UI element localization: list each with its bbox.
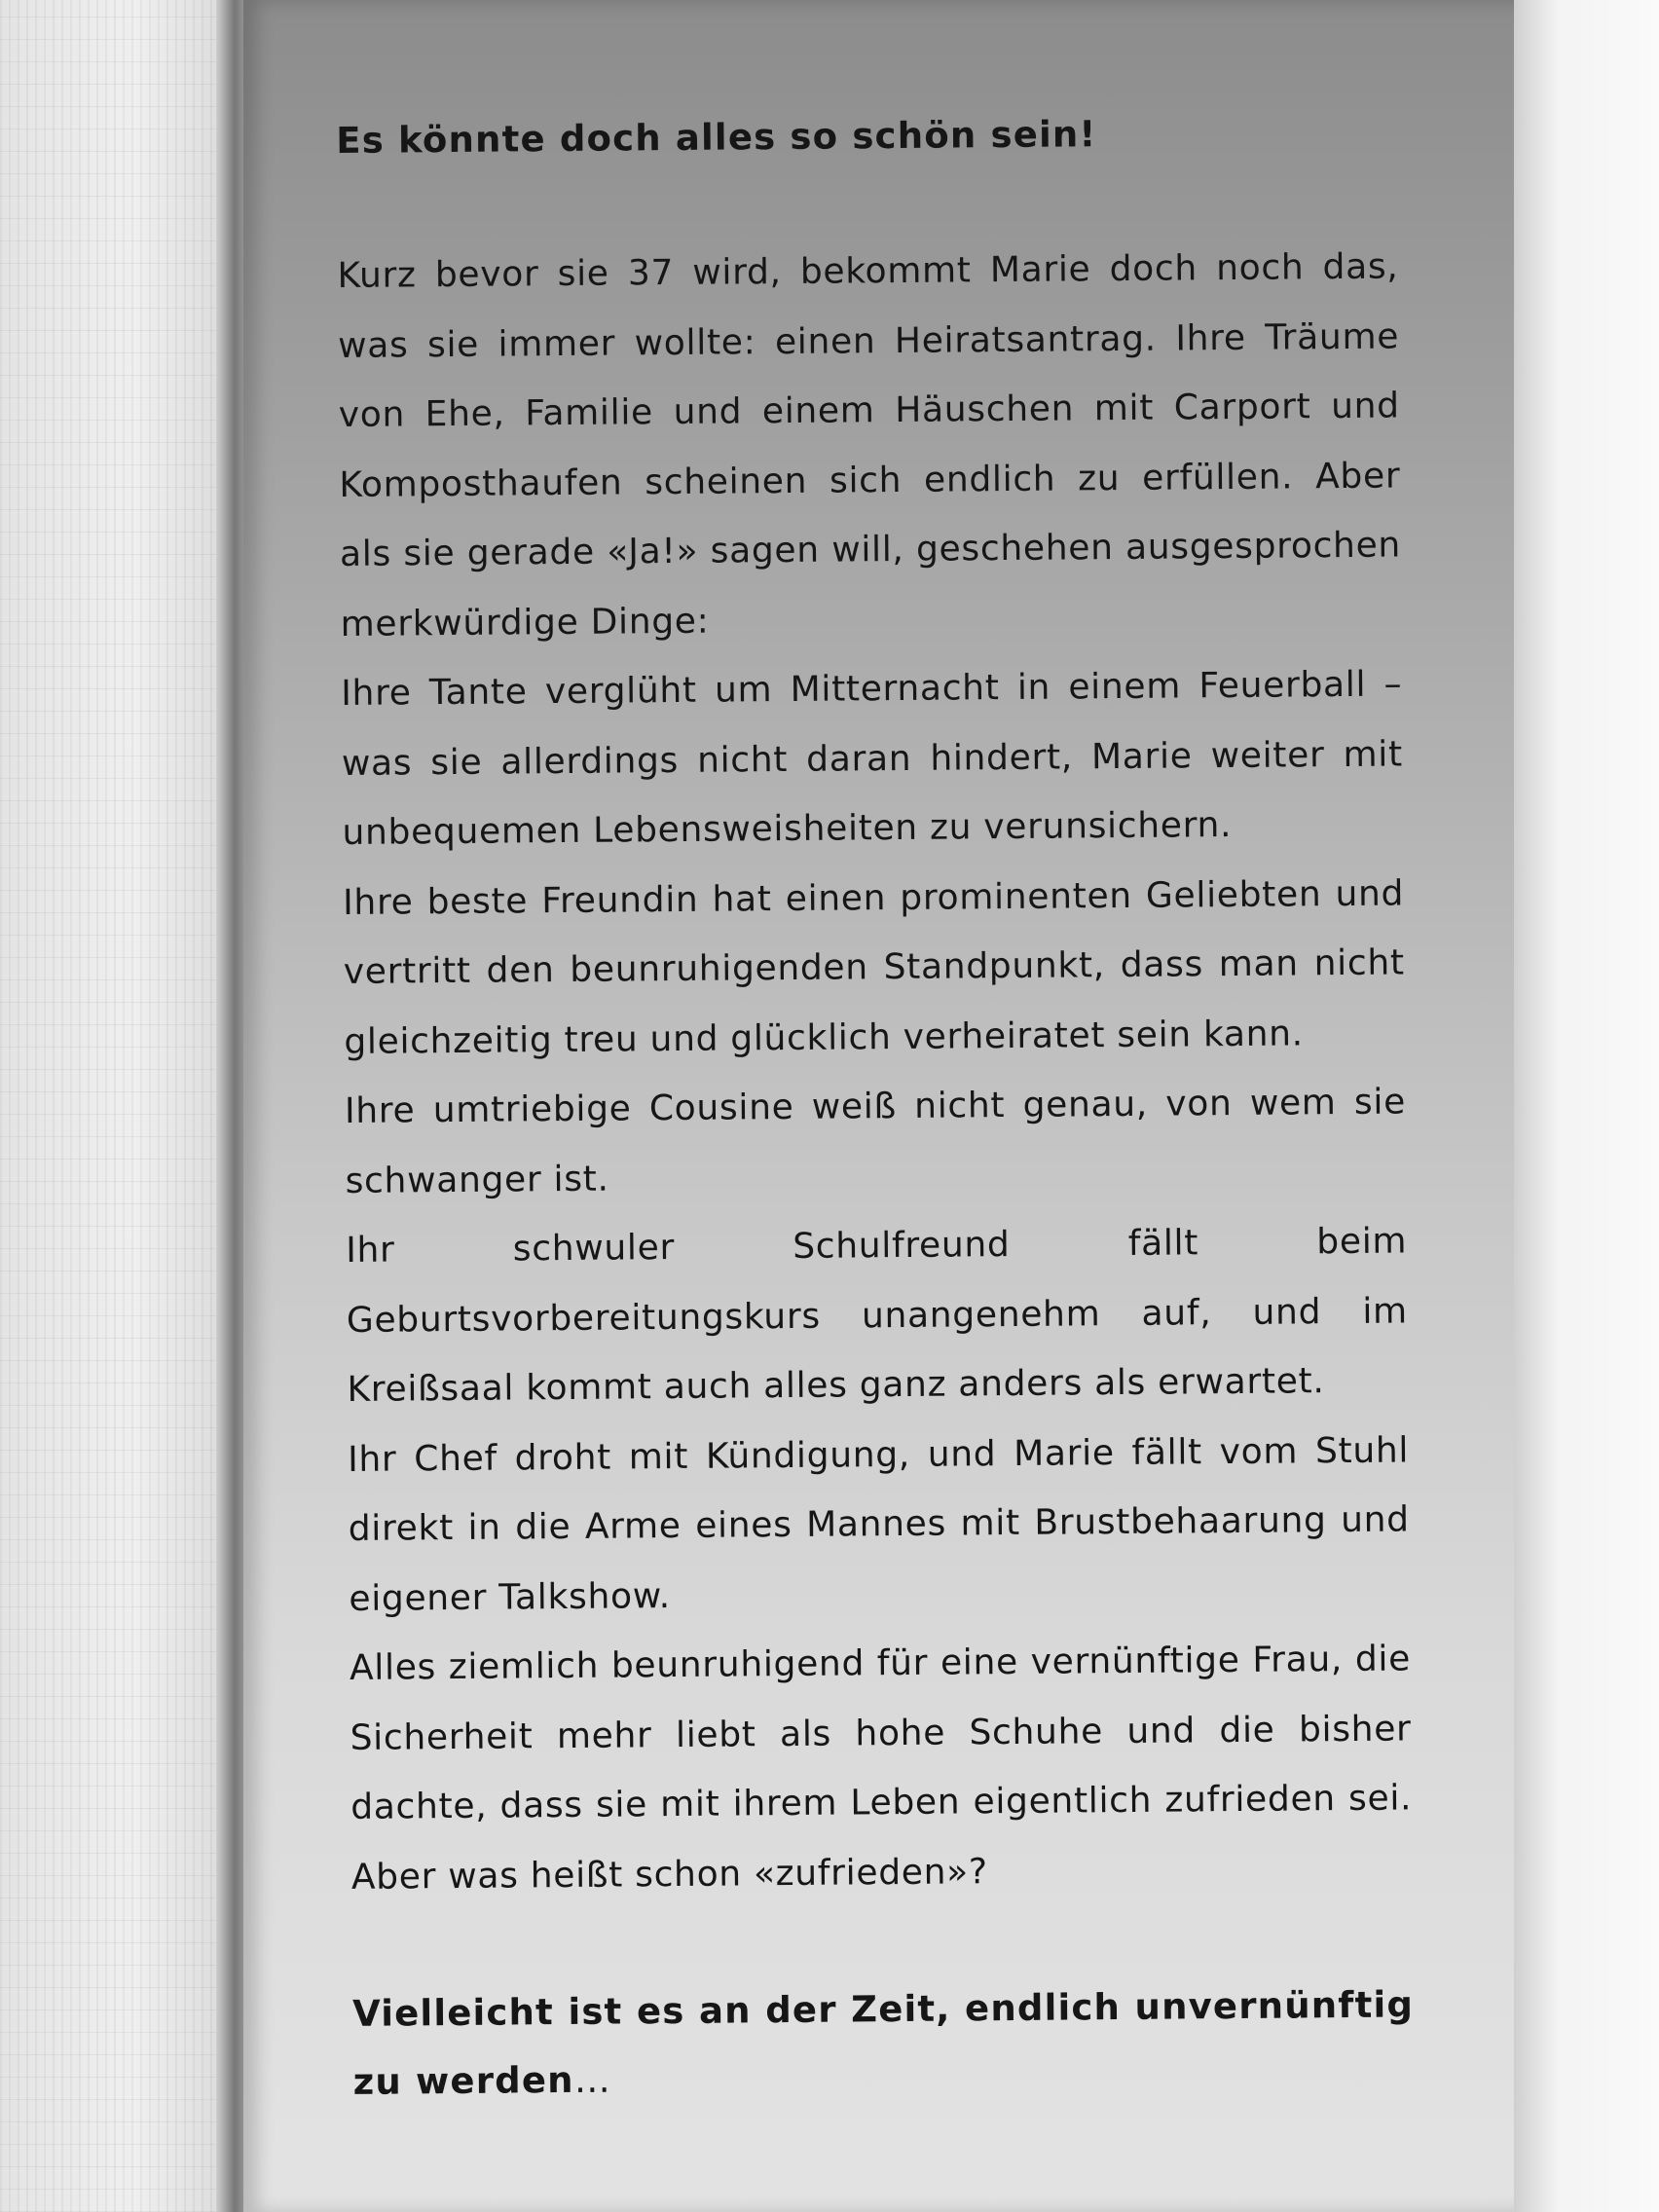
blurb-text-block [336,97,1415,2152]
blurb-paragraph: Ihr schwuler Schulfreund fällt beim Geburtsvorbereitungskurs unangenehm auf, und im Kreißsaal kommt auch alles ganz anders als erwartet. [346,1221,1409,1410]
closing-text: Vielleicht ist es an der Zeit, endlich unvernünftig zu werden [351,1983,1415,2103]
blurb-paragraph: Ihre Tante verglüht um Mitternacht in einem Feuerball – was sie allerdings nicht daran hindert, Marie weiter mit unbequemen Lebensweisheiten zu verunsichern. [341,664,1404,853]
blurb-heading: Es könnte doch alles so schön sein! [336,113,1097,162]
page-edge [1514,0,1659,2212]
blurb-paragraph: Alles ziemlich beunruhigend für eine vernünftige Frau, die Sicherheit mehr liebt als hohe Schuhe und die bisher dachte, dass sie mit ihrem Leben eigentlich zufrieden sei. Aber was heißt schon «zufrieden»? [349,1639,1413,1898]
left-page [0,0,226,2212]
blurb-closing-line [352,1971,1415,2117]
blurb-body [337,232,1413,1911]
closing-ellipsis: … [573,2058,612,2101]
blurb-paragraph: Ihre beste Freundin hat einen prominenten Geliebten und vertritt den beunruhigenden Standpunkt, dass man nicht gleichzeitig treu und glücklich verheiratet sein kann. [342,872,1405,1062]
blurb-paragraph: Ihr Chef droht mit Kündigung, und Marie fällt vom Stuhl direkt in die Arme eines Mannes mit Brustbehaarung und eigener Talkshow. [347,1429,1410,1619]
blurb-paragraph: Kurz bevor sie 37 wird, bekommt Marie doch noch das, was sie immer wollte: einen Heiratsantrag. Ihre Träume von Ehe, Familie und einem Häuschen mit Carport und Komposthaufen scheinen sich endlich zu erfüllen. Aber als sie gerade «Ja!» sagen will, geschehen ausgesprochen merkwürdige Dinge: [337,246,1402,645]
blurb-paragraph: Ihre umtriebige Cousine weiß nicht genau, von wem sie schwanger ist. [344,1082,1407,1201]
